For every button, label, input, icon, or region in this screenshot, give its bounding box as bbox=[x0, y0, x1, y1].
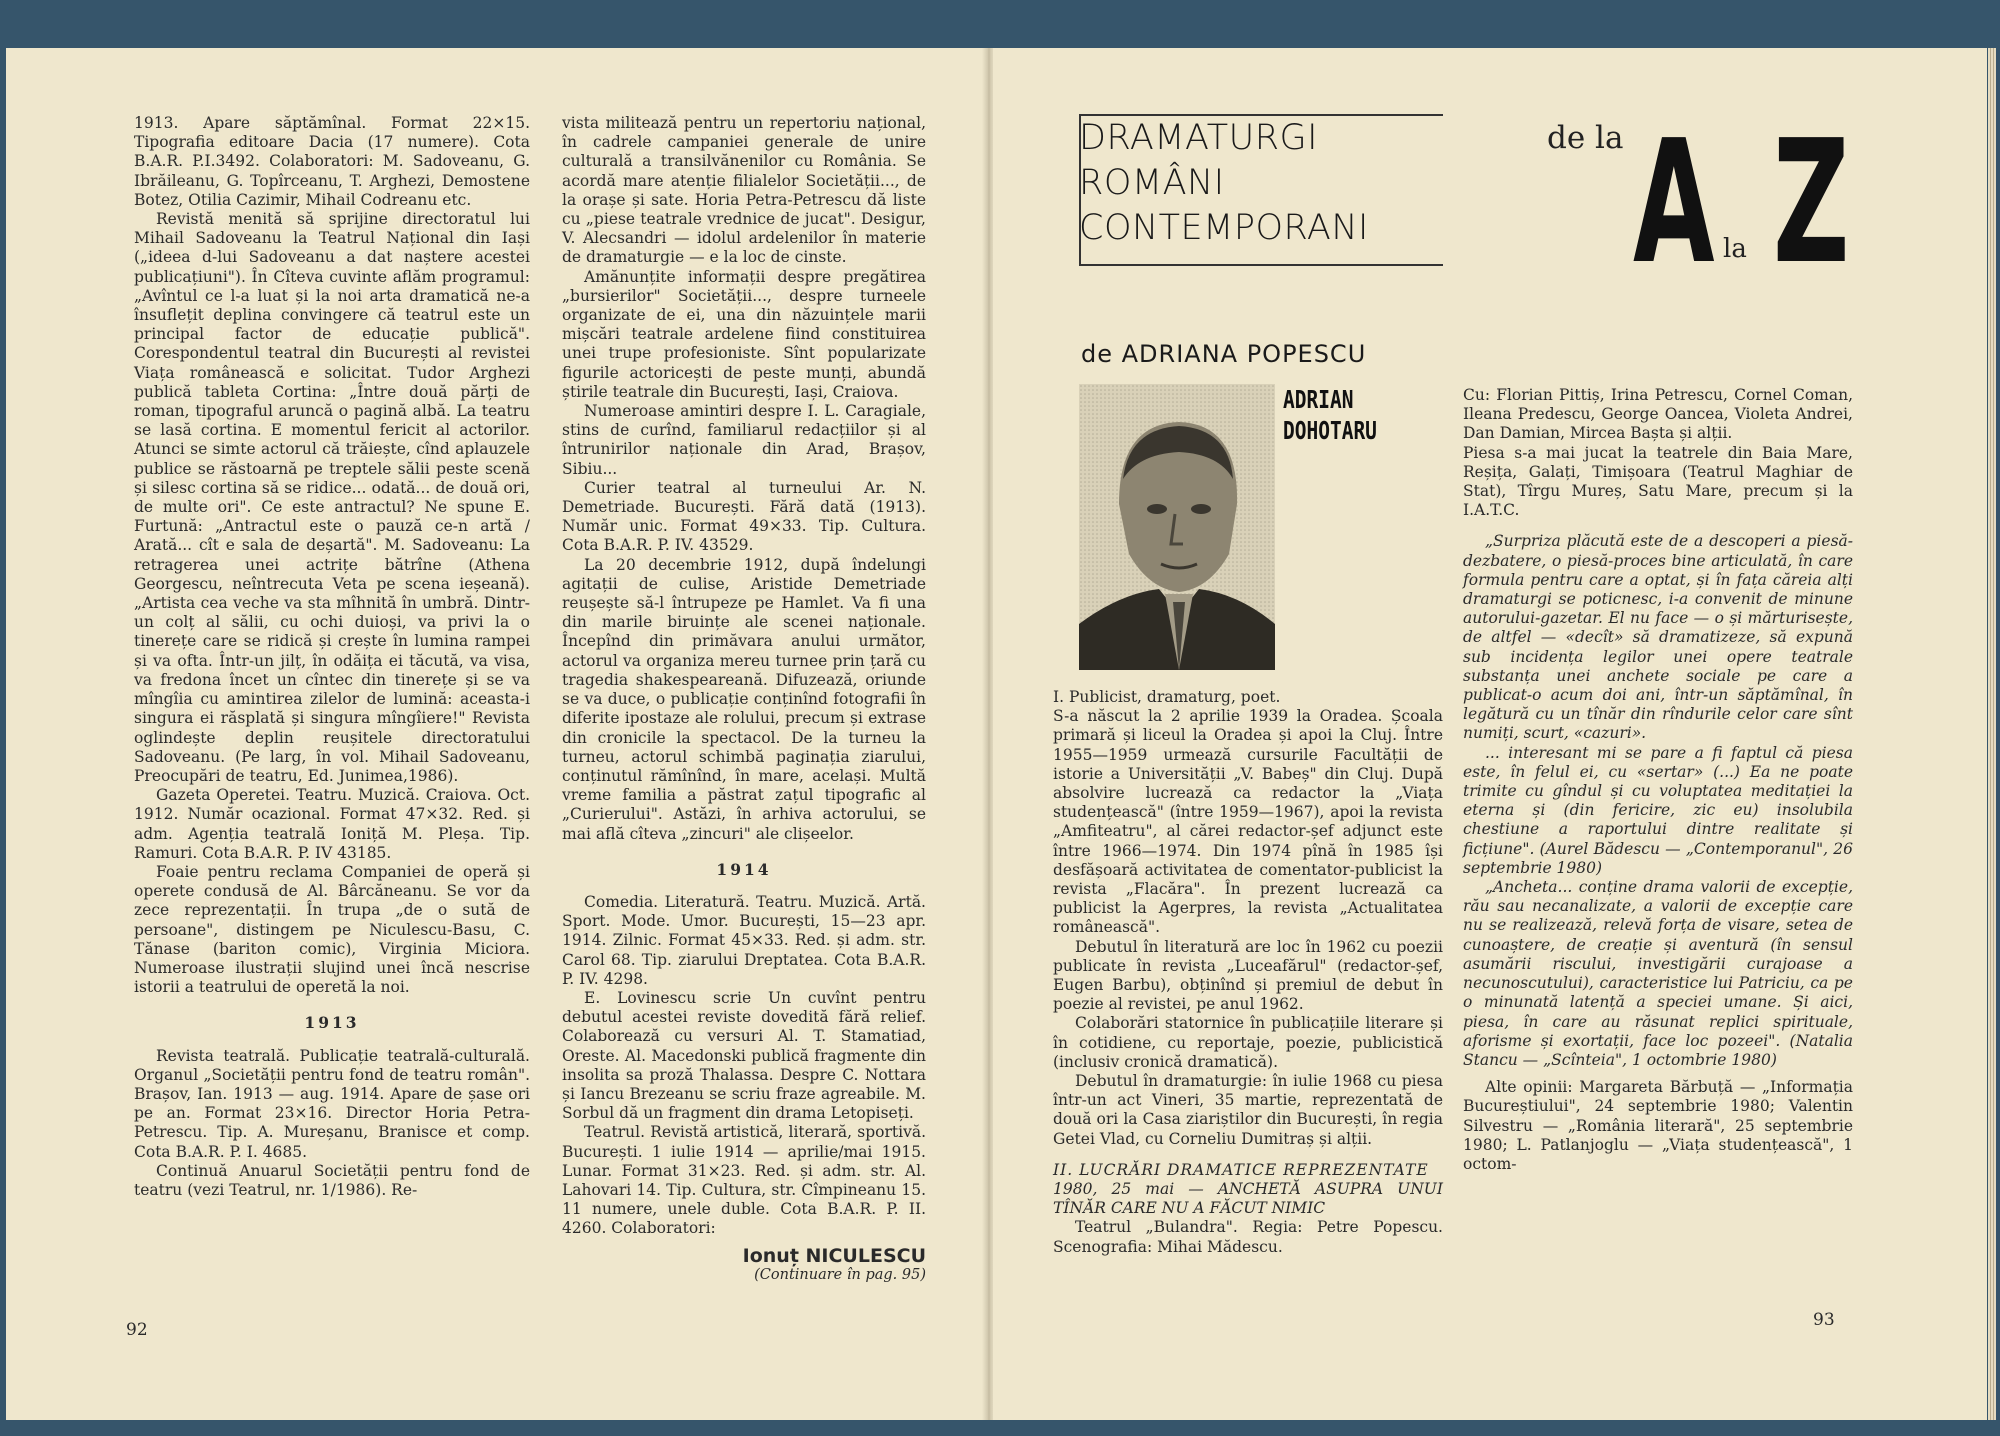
section-heading: II. LUCRĂRI DRAMATICE REPREZENTATE bbox=[1053, 1160, 1429, 1179]
paragraph: Cu: Florian Pittiș, Irina Petrescu, Cornel Coman, Ileana Predescu, George Oancea, Violeta Andrei, Dan Damian, Mircea Bașta și alții. bbox=[1463, 386, 1853, 443]
left-column-2 bbox=[562, 114, 926, 1285]
right-column-1 bbox=[1053, 688, 1443, 1257]
page-number-left: 92 bbox=[126, 1320, 148, 1340]
paragraph: Debutul în literatură are loc în 1962 cu poezii publicate în revista „Luceafărul" (redactor-șef, Eugen Barbu), obținînd și premiul de debut în poezie al revistei, pe anul 1962. bbox=[1053, 937, 1443, 1014]
name-line: ADRIAN bbox=[1283, 385, 1354, 414]
byline: de ADRIANA POPESCU bbox=[1081, 340, 1367, 368]
paragraph: La 20 decembrie 1912, după îndelungi agitații de culise, Aristide Demetriade reușește să-l întrupeze pe Hamlet. Va fi una din marile biruințe ale scenei naționale. Începînd din primăvara anului următor, actorul va organiza mereu turnee prin țară cu tragedia shakespeareană. Difuzează, oriunde se va duce, o publicație conținînd fotografii în diferite ipostaze ale rolului, precum și extrase din cronicile la spectacol. De la turneu la turneu, actorul schimbă paginația ziarului, conținutul rămînînd, în mare, același. Multă vreme familia a păstrat zațul tipografic al „Curierului". Astăzi, în arhiva actorului, se mai află cîteva „zincuri" ale clișeelor. bbox=[562, 555, 926, 843]
paragraph: Piesa s-a mai jucat la teatrele din Baia Mare, Reșița, Galați, Timișoara (Teatrul Maghiar de Stat), Tîrgu Mureș, Satu Mare, precum și la I.A.T.C. bbox=[1463, 443, 1853, 520]
paragraph: Teatrul. Revistă artistică, literară, sportivă. București. 1 iulie 1914 — aprilie/mai 1915. Lunar. Format 31×23. Red. și adm. str. Al. Lahovari 14. Tip. Cultura, str. Cîmpineanu 15. 11 numere, unele duble. Cota B.A.R. P. II. 4260. Colaboratori: bbox=[562, 1123, 926, 1238]
review-quote: „Surpriza plăcută este de a descoperi a piesă-dezbatere, o piesă-proces bine articulată, în care formula pentru care a optat, și în fața căreia alți dramaturgi se poticnesc, i-a convenit de minune autorului-gazetar. El nu face — o și mărturisește, de altfel — «decît» să dramatizeze, să expună sub incidența legilor unei opere teatrale substanța unei anchete sociale pe care a publicat-o acum doi ani, într-un săptămînal, în legătură cu un tînăr din rîndurile celor care sînt numiți, scurt, «cazuri». bbox=[1463, 532, 1853, 743]
title-line: ROMÂNI bbox=[1079, 163, 1225, 203]
dramatist-name bbox=[1283, 384, 1377, 446]
paragraph: Gazeta Operetei. Teatru. Muzică. Craiova. Oct. 1912. Număr ocazional. Format 47×32. Red. și adm. Agenția teatrală Ioniță M. Pleșa. Tip. Ramuri. Cota B.A.R. P. IV 43185. bbox=[134, 786, 530, 862]
paragraph: Revista teatrală. Publicație teatrală-culturală. Organul „Societății pentru fond de teatru român". Brașov, Ian. 1913 — aug. 1914. Apare de șase ori pe an. Format 23×16. Director Horia Petra-Petrescu. Tip. A. Mureșanu, Branisce et comp. Cota B.A.R. P. I. 4685. bbox=[134, 1046, 530, 1161]
paragraph: I. Publicist, dramaturg, poet. bbox=[1053, 688, 1281, 706]
paragraph: Teatrul „Bulandra". Regia: Petre Popescu. Scenografia: Mihai Mădescu. bbox=[1053, 1218, 1443, 1256]
paragraph: Revistă menită să sprijine directoratul lui Mihail Sadoveanu la Teatrul Național din Iași („ideea d-lui Sadoveanu a dat naștere acestei publicațiuni"). În Cîteva cuvinte aflăm programul: „Avîntul ce l-a luat și la noi arta dramatică ne-a însuflețit deplina convingere că teatrul este un principal factor de educație publică". Corespondentul teatral din București al revistei Viața românească e solicitat. Tudor Arghezi publică tableta Cortina: „Între două părți de roman, tipograful aruncă o pagină albă. La teatru se lasă cortina. E momentul fericit al actorilor. Atunci se simte actorul că trăiește, cînd aplauzele publice se răstoarnă pe treptele sălii peste scenă și silesc cortina să se ridice... odată... de două ori, de multe ori". Ce este antractul? Ne spune E. Furtună: „Antractul este o pauză ce-n artă / Arată... cît e sala de deșartă". M. Sadoveanu: La retragerea unei actrițe bătrîne (Athena Georgescu, neîntrecuta Veta pe scena ieșeană). „Artista cea veche va sta mîhnită în umbră. Dintr-un colț al sălii, cu ochi duioși, va privi la o tinerețe care se ridică și crește în lumina rampei și va ofta. Într-un jilț, în odăița ei tăcută, va visa, va fredona încet un cîntec din tinerețe și se va mîngîia cu amintirea zilelor de lumină: aceasta-i singura ei răsplată și singura mîngîiere!" Revista oglindește deplin reușitele directoratului Sadoveanu. (Pe larg, în vol. Mihail Sadoveanu, Preocupări de teatru, Ed. Junimea,1986). bbox=[134, 210, 530, 785]
name-line: DOHOTARU bbox=[1283, 416, 1377, 445]
year-heading: 1913 bbox=[304, 1013, 360, 1033]
left-column-1 bbox=[134, 114, 530, 1200]
paragraph: Colaborări statornice în publicațiile literare și în cotidiene, cu reportaje, poezie, publicistică (inclusiv cronică dramatică). bbox=[1053, 1014, 1443, 1071]
continuation-note: (Continuare în pag. 95) bbox=[754, 1266, 926, 1283]
portrait-photo bbox=[1079, 384, 1275, 670]
paragraph: Continuă Anuarul Societății pentru fond de teatru (vezi Teatrul, nr. 1/1986). Re- bbox=[134, 1161, 530, 1199]
series-letter-a: A bbox=[1633, 104, 1715, 302]
paragraph: Amănunțite informații despre pregătirea „bursierilor" Societății..., despre turneele organizate de ei, una din năzuințele marii mișcări teatrale ardelene fiind constituirea unei trupe profesioniste. Sînt popularizate figurile actoricești de peste munți, abundă știrile teatrale din București, Iași, Craiova. bbox=[562, 267, 926, 401]
title-line: CONTEMPORANI bbox=[1079, 208, 1369, 248]
series-la: la bbox=[1723, 234, 1747, 264]
other-opinions: Alte opinii: Margareta Bărbuță — „Informația Bucureștiului", 24 septembrie 1980; Valentin Silvestru — „România literară", 25 septembrie 1980; L. Patlanjoglu — „Viața studențească", 1 octom- bbox=[1463, 1078, 1853, 1173]
paragraph: Foaie pentru reclama Companiei de operă și operete condusă de Al. Bârcăneanu. Se vor da zece reprezentații. În trupa „de o sută de persoane", distingem pe Niculescu-Basu, C. Tănase (bariton comic), Virginia Miciora. Numeroase ilustrații slujind unei încă nescrise istorii a teatrului de operetă la noi. bbox=[134, 862, 530, 997]
series-de-la: de la bbox=[1547, 120, 1624, 156]
paragraph: Numeroase amintiri despre I. L. Caragiale, stins de curînd, familiarul redacțiilor și al întrunirilor naționale din Arad, Brașov, Sibiu... bbox=[562, 402, 926, 478]
paragraph: 1913. Apare săptămînal. Format 22×15. Tipografia editoare Dacia (17 numere). Cota B.A.R. P.I.3492. Colaboratori: M. Sadoveanu, G. Ibrăileanu, G. Topîrceanu, T. Arghezi, Demostene Botez, Otilia Cazimir, Mihail Codreanu etc. bbox=[134, 114, 530, 209]
review-quote: ... interesant mi se pare a fi faptul că piesa este, în felul ei, cu «sertar» (...) Ea ne poate trimite cu gîndul și cu voluptatea meditației la eterna și (din fericire, zic eu) insolubila chestiune a raportului dintre realitate și ficțiune". (Aurel Bădescu — „Contemporanul", 26 septembrie 1980) bbox=[1463, 743, 1853, 877]
right-page bbox=[993, 48, 1987, 1420]
paragraph: S-a născut la 2 aprilie 1939 la Oradea. Școala primară și liceul la Oradea și apoi la Cluj. Între 1955—1959 urmează cursurile Facultății de istorie a Universității „V. Babeș" din Cluj. După absolvire lucrează ca redactor la „Viața studențească" (între 1959—1967), apoi la revista „Amfiteatru", al cărei redactor-șef adjunct este între 1966—1974. Din 1974 pînă în 1985 își desfășoară activitatea de comentator-publicist la revista „Flacăra". În prezent lucrează ca publicist la Agerpres, la revista „Actualitatea românească". bbox=[1053, 707, 1443, 937]
paragraph: vista militează pentru un repertoriu național, în cadrele campaniei generale de unire culturală a transilvănenilor cu România. Se acordă mare atenție filialelor Societății..., de la orașe și sate. Horia Petra-Petrescu dă liste cu „piese teatrale vrednice de jucat". Desigur, V. Alecsandri — idolul ardelenilor în materie de dramaturgie — e la loc de cinste. bbox=[562, 114, 926, 267]
series-letter-z: Z bbox=[1773, 104, 1850, 302]
page-number-right: 93 bbox=[1813, 1310, 1835, 1330]
paragraph: E. Lovinescu scrie Un cuvînt pentru debutul acestei reviste dovedită fără relief. Colaborează cu versuri Al. T. Stamatiad, Oreste. Al. Macedonski publică fragmente din insolita sa proză Thalassa. Despre C. Nottara și Iancu Brezeanu se scriu fraze agreabile. M. Sorbul dă un fragment din drama Letopiseți. bbox=[562, 988, 926, 1123]
article-title bbox=[1079, 114, 1443, 266]
title-line: DRAMATURGI bbox=[1079, 118, 1318, 158]
review-quote: „Ancheta... conține drama valorii de excepție, rău sau necanalizate, a valorii de excepție care nu se realizează, relevă forța de visare, setea de cunoaștere, de creație și aventură (în sensul asumării riscului, investigării curajoase a necunoscutului), caracteristice lui Patriciu, ca pe o minunată latență a speciei umane. Și aici, piesa, în care au răsunat replici spirituale, aforisme și exortații, face loc pozeei". (Natalia Stancu — „Scînteia", 1 octombrie 1980) bbox=[1463, 878, 1853, 1069]
paragraph: Comedia. Literatură. Teatru. Muzică. Artă. Sport. Mode. Umor. București, 15—23 apr. 1914. Zilnic. Format 45×33. Red. și adm. str. Carol 68. Tip. ziarului Dreptatea. Cota B.A.R. P. IV. 4298. bbox=[562, 892, 926, 988]
page-edges bbox=[1988, 48, 1996, 1420]
year-heading: 1914 bbox=[716, 859, 772, 879]
paragraph: Curier teatral al turneului Ar. N. Demetriade. București. Fără dată (1913). Număr unic. Format 49×33. Tip. Cultura. Cota B.A.R. P. IV. 43529. bbox=[562, 478, 926, 555]
right-column-2 bbox=[1463, 386, 1853, 1174]
paragraph: Debutul în dramaturgie: în iulie 1968 cu piesa într-un act Vineri, 35 martie, reprezentată de două ori la Casa ziariștilor din București, în regia Getei Vlad, cu Corneliu Dumitraș și alții. bbox=[1053, 1072, 1443, 1148]
author-signature: Ionuț NICULESCU bbox=[742, 1244, 926, 1267]
play-entry: 1980, 25 mai — ANCHETĂ ASUPRA UNUI TÎNĂR CARE NU A FĂCUT NIMIC bbox=[1053, 1180, 1443, 1218]
left-page bbox=[6, 48, 987, 1420]
